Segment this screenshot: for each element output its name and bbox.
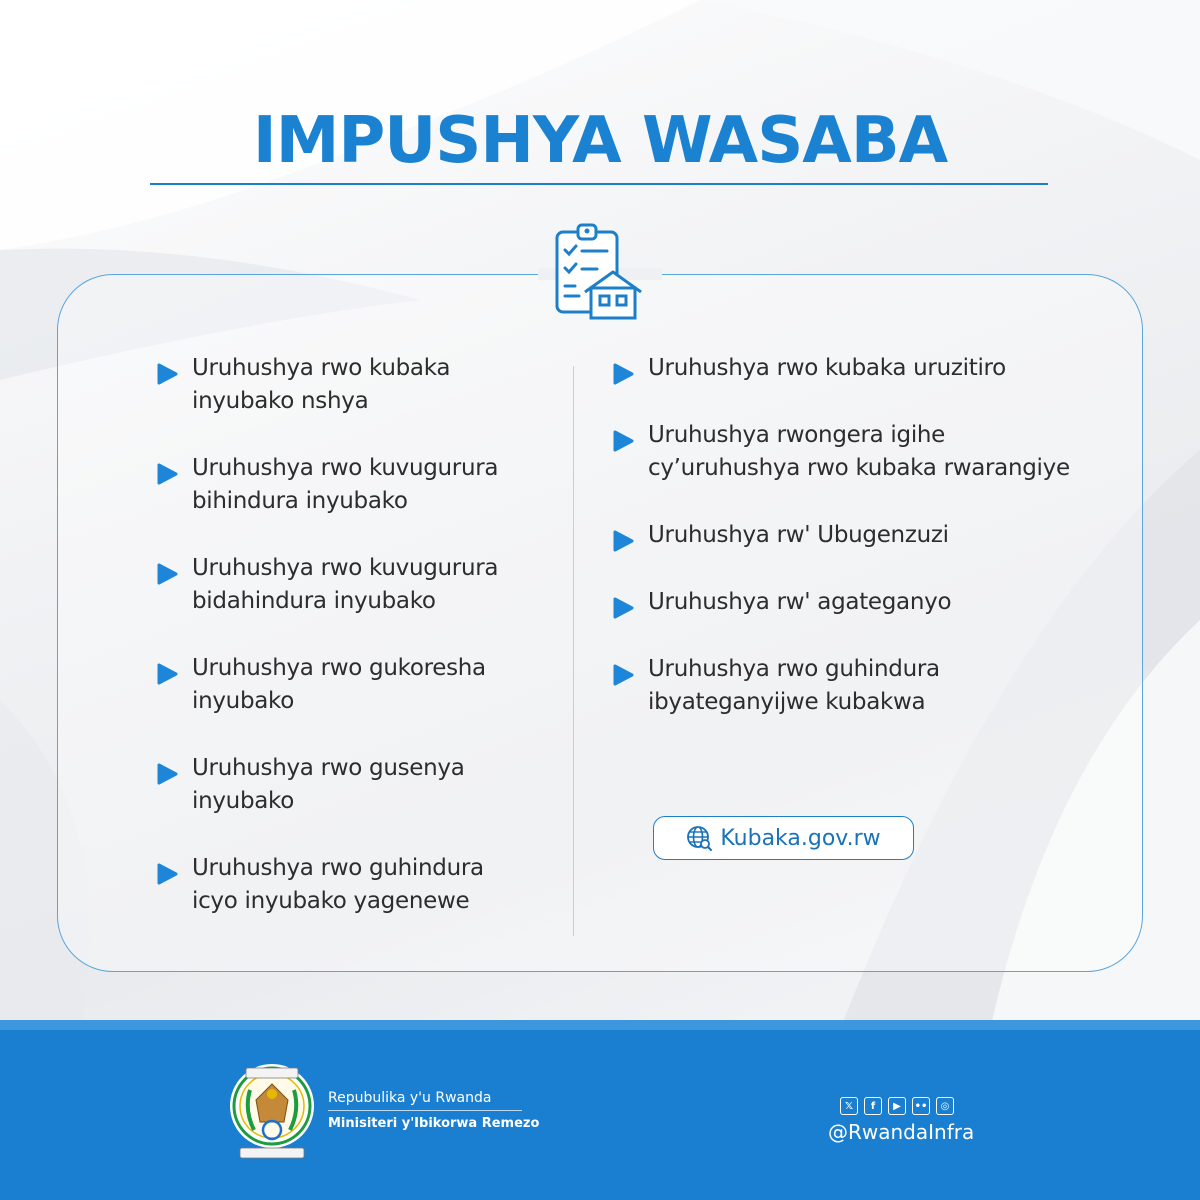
rwanda-coat-of-arms-icon — [226, 1060, 318, 1168]
facebook-icon[interactable]: f — [864, 1097, 882, 1115]
social-handle: @RwandaInfra — [828, 1120, 975, 1144]
clipboard-house-icon — [545, 222, 645, 322]
ministry-name: Minisiteri y'Ibikorwa Remezo — [328, 1116, 540, 1131]
play-arrow-icon — [155, 762, 179, 786]
flickr-icon[interactable]: •• — [912, 1097, 930, 1115]
page-title: IMPUSHYA WASABA — [252, 104, 948, 178]
list-item-text: Uruhushya rw' Ubugenzuzi — [648, 522, 949, 548]
title-underline — [150, 183, 1048, 185]
play-arrow-icon — [611, 429, 635, 453]
country-name: Repubulika y'u Rwanda — [328, 1090, 492, 1106]
footer — [0, 1030, 1200, 1200]
play-arrow-icon — [155, 462, 179, 486]
list-item — [611, 352, 1171, 419]
org-divider — [328, 1110, 522, 1111]
play-arrow-icon — [155, 662, 179, 686]
list-item — [611, 419, 1171, 519]
play-arrow-icon — [155, 862, 179, 886]
list-item-text: Uruhushya rwo gusenya inyubako — [192, 755, 465, 814]
play-arrow-icon — [155, 562, 179, 586]
youtube-icon[interactable]: ▶ — [888, 1097, 906, 1115]
website-link-label: Kubaka.gov.rw — [720, 825, 881, 851]
list-item-text: Uruhushya rwo kubaka uruzitiro — [648, 355, 1006, 381]
instagram-icon[interactable]: ◎ — [936, 1097, 954, 1115]
list-item — [611, 653, 1171, 753]
list-item — [155, 752, 565, 852]
list-item — [155, 852, 565, 952]
list-item-text: Uruhushya rwo kuvugurura bidahindura inyubako — [192, 555, 499, 614]
x-icon[interactable]: 𝕏 — [840, 1097, 858, 1115]
play-arrow-icon — [155, 362, 179, 386]
list-item — [155, 452, 565, 552]
list-item-text: Uruhushya rwo kubaka inyubako nshya — [192, 355, 451, 414]
list-item — [155, 352, 565, 452]
list-item — [611, 519, 1171, 586]
permits-list-left — [155, 352, 565, 952]
play-arrow-icon — [611, 529, 635, 553]
list-item-text: Uruhushya rwo guhindura ibyateganyijwe kubakwa — [648, 656, 940, 715]
play-arrow-icon — [611, 362, 635, 386]
play-arrow-icon — [611, 663, 635, 687]
list-item-text: Uruhushya rwo guhindura icyo inyubako yagenewe — [192, 855, 484, 914]
list-item-text: Uruhushya rwo kuvugurura bihindura inyubako — [192, 455, 499, 514]
list-item-text: Uruhushya rwongera igihe cy’uruhushya rwo kubaka rwarangiye — [648, 422, 1070, 481]
globe-icon — [686, 825, 712, 851]
list-item-text: Uruhushya rwo gukoresha inyubako — [192, 655, 486, 714]
list-item — [155, 652, 565, 752]
list-item — [611, 586, 1171, 653]
list-item — [155, 552, 565, 652]
social-icons — [840, 1097, 954, 1115]
list-item-text: Uruhushya rw' agateganyo — [648, 589, 952, 615]
column-divider — [573, 366, 574, 936]
play-arrow-icon — [611, 596, 635, 620]
permits-list-right — [611, 352, 1171, 753]
website-link-button[interactable] — [653, 816, 914, 860]
